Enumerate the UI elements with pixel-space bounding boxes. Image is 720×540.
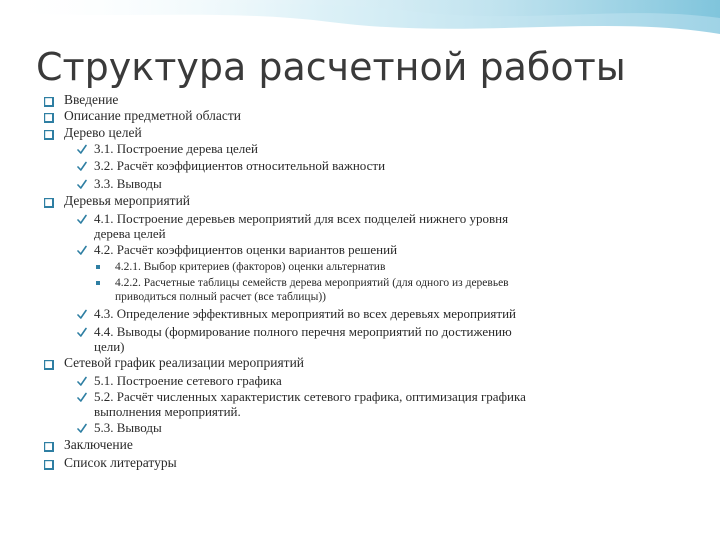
item-text: 4.2.2. Расчетные таблицы семейств дерева мероприятий (для одного из деревьев — [115, 277, 509, 289]
item-text: 3.2. Расчёт коэффициентов относительной важности — [94, 158, 386, 173]
page-title: Структура расчетной работы — [36, 45, 626, 89]
section-item — [64, 455, 177, 471]
subsection-item — [94, 242, 397, 257]
box-bullet-icon — [44, 128, 54, 138]
subsection-item — [94, 141, 258, 156]
square-bullet-icon — [96, 265, 100, 269]
square-bullet-icon — [96, 281, 100, 285]
item-text: Заключение — [64, 437, 133, 452]
section-item — [64, 125, 142, 141]
subsection-item — [94, 176, 162, 191]
item-text: Введение — [64, 92, 119, 107]
check-icon — [77, 308, 87, 319]
item-text: Сетевой график реализации мероприятий — [64, 355, 305, 370]
item-text: приводиться полный расчет (все таблицы)) — [115, 291, 326, 303]
check-icon — [77, 213, 87, 224]
item-text: Дерево целей — [64, 125, 142, 140]
check-icon — [77, 143, 87, 154]
item-text: дерева целей — [94, 226, 166, 241]
subsection-item — [94, 389, 526, 419]
section-item — [64, 355, 304, 371]
item-text: 4.1. Построение деревьев мероприятий для всех подцелей нижнего уровня — [94, 211, 509, 226]
section-item — [64, 92, 118, 108]
box-bullet-icon — [44, 95, 54, 105]
box-bullet-icon — [44, 111, 54, 121]
subsection-item — [94, 324, 512, 354]
item-text: 4.2.1. Выбор критериев (факторов) оценки альтернатив — [115, 261, 386, 273]
subsection-item — [94, 373, 282, 388]
item-text: 4.4. Выводы (формирование полного перечня мероприятий по достижению — [94, 324, 512, 339]
check-icon — [77, 422, 87, 433]
item-text: 5.1. Построение сетевого графика — [94, 373, 282, 388]
check-icon — [77, 244, 87, 255]
item-text: Список литературы — [64, 455, 177, 470]
item-text: выполнения мероприятий. — [94, 404, 241, 419]
subsubsection-item — [115, 276, 509, 304]
item-text: 5.3. Выводы — [94, 420, 162, 435]
check-icon — [77, 391, 87, 402]
item-text: 3.3. Выводы — [94, 176, 162, 191]
item-text: цели) — [94, 339, 125, 354]
subsection-item — [94, 158, 385, 173]
check-icon — [77, 160, 87, 171]
check-icon — [77, 375, 87, 386]
subsection-item — [94, 306, 516, 321]
item-text: 5.2. Расчёт численных характеристик сетевого графика, оптимизация графика — [94, 389, 526, 404]
item-text: Описание предметной области — [64, 108, 241, 123]
subsection-item — [94, 211, 508, 241]
section-item — [64, 193, 190, 209]
box-bullet-icon — [44, 458, 54, 468]
subsubsection-item — [115, 260, 385, 274]
section-item — [64, 437, 133, 453]
section-item — [64, 108, 241, 124]
box-bullet-icon — [44, 358, 54, 368]
subsection-item — [94, 420, 162, 435]
box-bullet-icon — [44, 196, 54, 206]
item-text: 4.2. Расчёт коэффициентов оценки вариантов решений — [94, 242, 398, 257]
item-text: 3.1. Построение дерева целей — [94, 141, 259, 156]
box-bullet-icon — [44, 440, 54, 450]
item-text: Деревья мероприятий — [64, 193, 191, 208]
item-text: 4.3. Определение эффективных мероприятий во всех деревьях мероприятий — [94, 306, 516, 321]
check-icon — [77, 178, 87, 189]
check-icon — [77, 326, 87, 337]
